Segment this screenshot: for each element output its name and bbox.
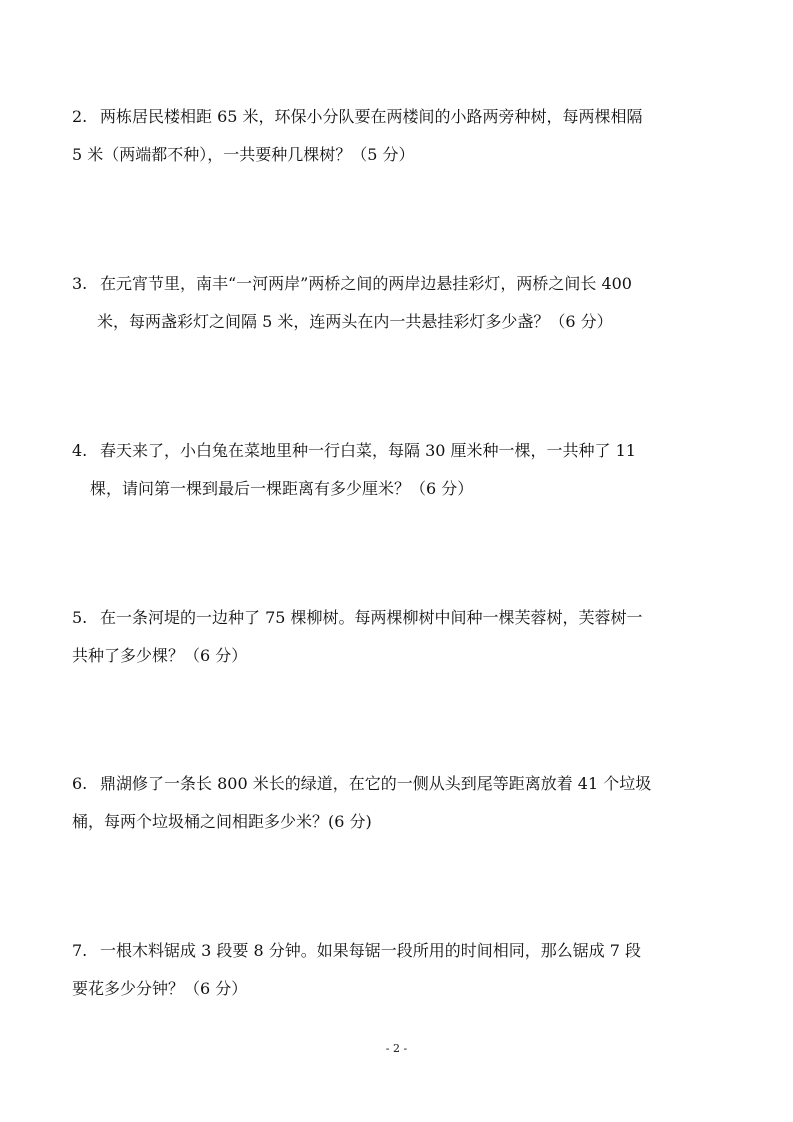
question-number: 5. [72, 608, 88, 627]
question-6 [72, 765, 732, 841]
question-number: 7. [72, 941, 88, 960]
question-6-line-1 [72, 765, 732, 803]
question-5 [72, 599, 732, 675]
question-7 [72, 932, 732, 1008]
question-text: 一根木料锯成 3 段要 8 分钟。如果每锯一段所用的时间相同，那么锯成 7 段 [100, 941, 642, 960]
question-text: 在元宵节里，南丰“一河两岸”两桥之间的两岸边悬挂彩灯，两桥之间长 400 [100, 274, 632, 293]
question-number: 2. [72, 107, 88, 126]
question-4-line-2: 棵，请问第一棵到最后一棵距离有多少厘米？（6 分） [90, 479, 474, 498]
question-7-line-1 [72, 932, 732, 970]
question-number: 6. [72, 774, 88, 793]
question-2 [72, 98, 732, 174]
question-2-line-2: 5 米（两端都不种），一共要种几棵树？（5 分） [72, 145, 415, 164]
question-3-line-2: 米，每两盏彩灯之间隔 5 米，连两头在内一共悬挂彩灯多少盏？（6 分） [97, 312, 613, 331]
question-5-line-1 [72, 599, 732, 637]
question-text: 春天来了，小白兔在菜地里种一行白菜，每隔 30 厘米种一棵，一共种了 11 [100, 441, 636, 460]
question-number: 3. [72, 274, 88, 293]
page-number: - 2 - [385, 1042, 408, 1055]
question-text: 鼎湖修了一条长 800 米长的绿道，在它的一侧从头到尾等距离放着 41 个垃圾 [100, 774, 652, 793]
question-7-line-2: 要花多少分钟？（6 分） [72, 979, 248, 998]
question-3 [72, 265, 732, 341]
question-6-line-2: 桶，每两个垃圾桶之间相距多少米？(6 分) [72, 812, 372, 831]
question-text: 在一条河堤的一边种了 75 棵柳树。每两棵柳树中间种一棵芙蓉树，芙蓉树一 [100, 608, 643, 627]
question-5-line-2: 共种了多少棵？（6 分） [72, 646, 248, 665]
question-4 [72, 432, 732, 508]
question-text: 两栋居民楼相距 65 米，环保小分队要在两楼间的小路两旁种树，每两棵相隔 [100, 107, 643, 126]
question-2-line-1 [72, 98, 732, 136]
question-3-line-1 [72, 265, 732, 303]
question-number: 4. [72, 441, 88, 460]
question-4-line-1 [72, 432, 732, 470]
